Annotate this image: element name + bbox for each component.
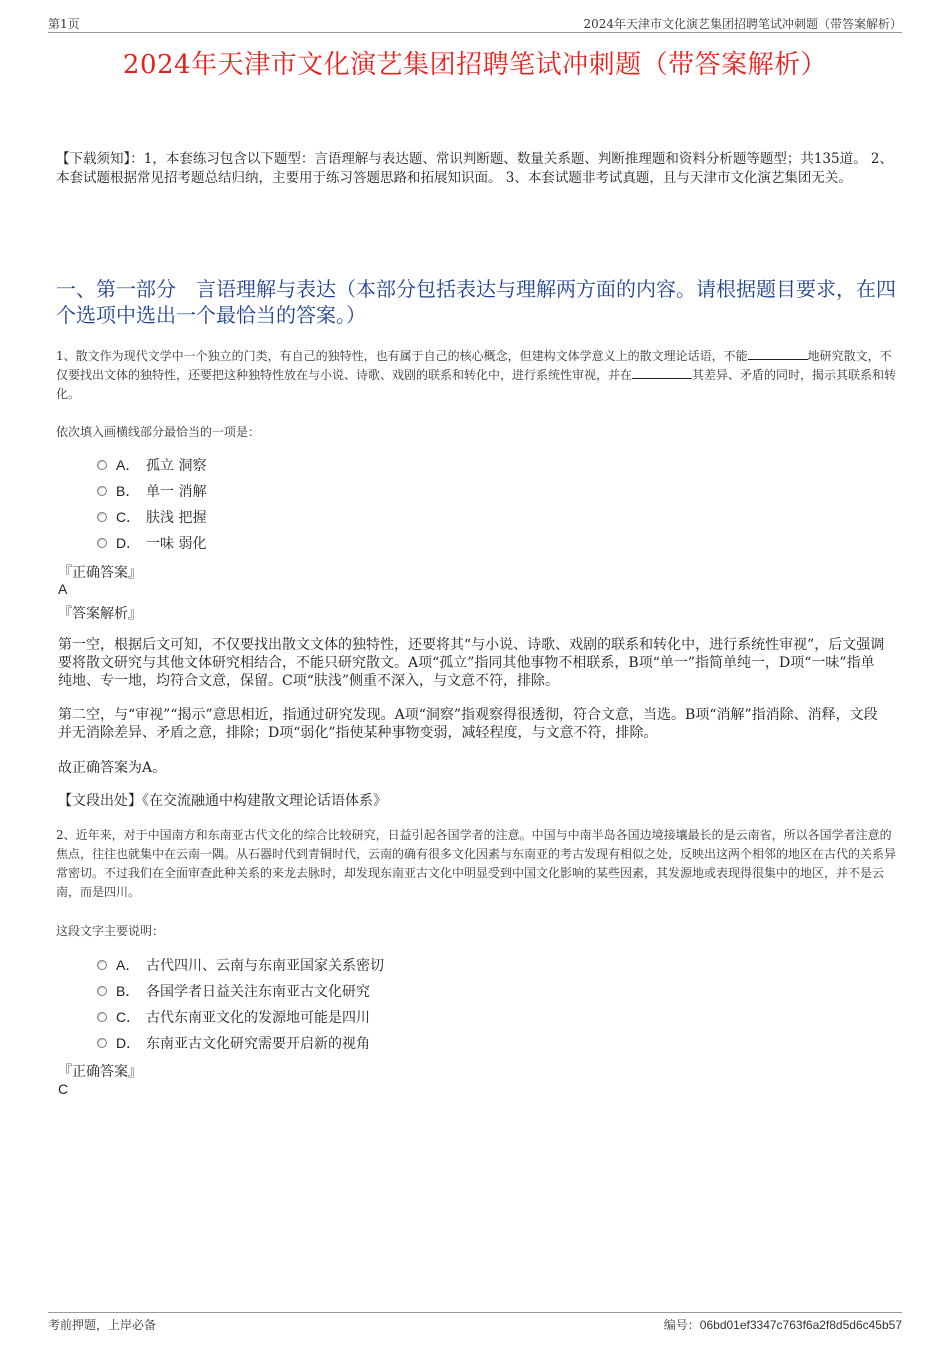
answer-label: 『正确答案』 bbox=[58, 1064, 142, 1080]
radio-icon[interactable] bbox=[97, 986, 107, 996]
answer-value: C bbox=[58, 1081, 69, 1097]
blank-2 bbox=[632, 366, 692, 379]
option-b[interactable]: B． 单一 消解 bbox=[97, 478, 206, 504]
download-notice: 【下载须知】：1，本套练习包含以下题型：言语理解与表达题、常识判断题、数量关系题、判断推理题和资料分析题等题型；共135道。 2、本套试题根据常见招考题总结归纳，主要用于练习答题思路和拓展知识面。 3、本套试题非考试真题，且与天津市文化演艺集团无关。 bbox=[56, 151, 893, 186]
source-citation: 【文段出处】《在交流融通中构建散文理论话语体系》 bbox=[58, 793, 387, 809]
question-1-text: 1、散文作为现代文学中一个独立的门类，有自己的独特性，也有属于自己的核心概念，但建构文体学意义上的散文理论话语，不能 地研究散文，不仅要找出文体的独特性，还要把这种独特性放在与小说、诗歌、戏剧的联系和转化中，进行系统性审视，并在 其差异、矛盾的同时，揭示其联系和转化。 bbox=[56, 349, 897, 401]
question-2-options bbox=[97, 952, 384, 1056]
option-a[interactable]: A． 古代四川、云南与东南亚国家关系密切 bbox=[97, 952, 384, 978]
blank-1 bbox=[748, 347, 808, 360]
analysis-conclusion: 故正确答案为A。 bbox=[58, 760, 167, 776]
radio-icon[interactable] bbox=[97, 960, 107, 970]
question-2-prompt: 这段文字主要说明： bbox=[56, 924, 165, 938]
header-doc-title: 2024年天津市文化演艺集团招聘笔试冲刺题（带答案解析） bbox=[583, 17, 902, 31]
radio-icon[interactable] bbox=[97, 538, 107, 548]
analysis-paragraph-1: 第一空，根据后文可知，不仅要找出散文文体的独特性，还要将其“与小说、诗歌、戏剧的联系和转化中，进行系统性审视”，后文强调要将散文研究与其他文体研究相结合，不能只研究散文。A项“孤立”指同其他事物不相联系，B项“单一”指简单纯一，D项“一味”指单纯地、专一地，均符合文意，保留。C项“肤浅”侧重不深入，与文意不符，排除。 bbox=[58, 637, 885, 689]
option-c[interactable]: C． 肤浅 把握 bbox=[97, 504, 206, 530]
radio-icon[interactable] bbox=[97, 512, 107, 522]
radio-icon[interactable] bbox=[97, 486, 107, 496]
page-title: 2024年天津市文化演艺集团招聘笔试冲刺题（带答案解析） bbox=[122, 50, 828, 80]
footer-slogan: 考前押题，上岸必备 bbox=[48, 1318, 157, 1332]
radio-icon[interactable] bbox=[97, 1012, 107, 1022]
option-d[interactable]: D． 一味 弱化 bbox=[97, 530, 206, 556]
question-1-prompt: 依次填入画横线部分最恰当的一项是： bbox=[56, 425, 261, 439]
answer-value: A bbox=[58, 581, 68, 597]
document-code: 编号：06bd01ef3347c763f6a2f8d5d6c45b57 bbox=[663, 1318, 902, 1332]
option-c[interactable]: C． 古代东南亚文化的发源地可能是四川 bbox=[97, 1004, 384, 1030]
page-footer bbox=[48, 1312, 902, 1333]
question-1-options bbox=[97, 452, 206, 556]
answer-label: 『正确答案』 bbox=[58, 565, 142, 581]
section-heading: 一、第一部分 言语理解与表达（本部分包括表达与理解两方面的内容。请根据题目要求，在四个选项中选出一个最恰当的答案。） bbox=[56, 277, 896, 327]
question-2-text: 2、近年来，对于中国南方和东南亚古代文化的综合比较研究，日益引起各国学者的注意。中国与中南半岛各国边境接壤最长的是云南省，所以各国学者注意的焦点，往往也就集中在云南一隅。从石器时代到青铜时代，云南的确有很多文化因素与东南亚的考古发现有相似之处，反映出这两个相邻的地区在古代的关系异常密切。不过我们在全面审查此种关系的来龙去脉时，却发现东南亚古文化中明显受到中国文化影响的某些因素，其发源地或表现得很集中的地区，并不是云南，而是四川。 bbox=[56, 828, 897, 899]
analysis-label: 『答案解析』 bbox=[58, 606, 142, 622]
option-d[interactable]: D． 东南亚古文化研究需要开启新的视角 bbox=[97, 1030, 384, 1056]
page-number: 第1页 bbox=[48, 17, 80, 31]
option-b[interactable]: B． 各国学者日益关注东南亚古文化研究 bbox=[97, 978, 384, 1004]
radio-icon[interactable] bbox=[97, 460, 107, 470]
option-a[interactable]: A． 孤立 洞察 bbox=[97, 452, 206, 478]
page-header bbox=[48, 14, 902, 33]
radio-icon[interactable] bbox=[97, 1038, 107, 1048]
analysis-paragraph-2: 第二空，与“审视”“揭示”意思相近，指通过研究发现。A项“洞察”指观察得很透彻，符合文意，当选。B项“消解”指消除、消释，文段并无消除差异、矛盾之意，排除；D项“弱化”指使某种事物变弱，减轻程度，与文意不符，排除。 bbox=[58, 707, 878, 741]
